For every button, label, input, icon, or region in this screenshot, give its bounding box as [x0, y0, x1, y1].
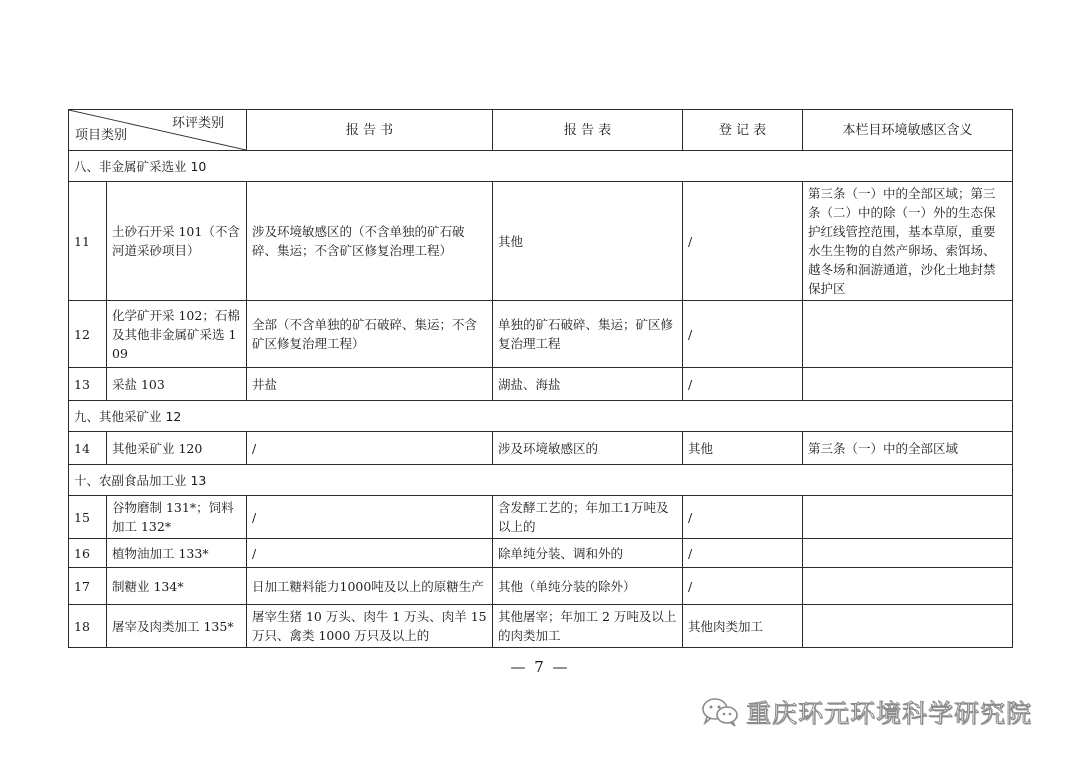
report-form-cell: 其他屠宰；年加工 2 万吨及以上的肉类加工	[493, 605, 683, 648]
table-row	[69, 368, 1013, 401]
report-book-cell: /	[247, 496, 493, 539]
section-row	[69, 151, 1013, 182]
register-cell: /	[683, 496, 803, 539]
table-row	[69, 301, 1013, 368]
page-number: — 7 —	[510, 658, 570, 676]
section-title: 八、非金属矿采选业 10	[69, 151, 1013, 182]
header-project-category-label: 项目类别	[75, 128, 128, 143]
project-category-cell: 屠宰及肉类加工 135*	[107, 605, 247, 648]
project-category-cell: 制糖业 134*	[107, 568, 247, 605]
watermark	[700, 694, 1032, 730]
report-book-cell: 涉及环境敏感区的（不含单独的矿石破碎、集运；不含矿区修复治理工程）	[247, 182, 493, 301]
report-book-cell: 井盐	[247, 368, 493, 401]
register-cell: /	[683, 301, 803, 368]
report-form-cell: 涉及环境敏感区的	[493, 432, 683, 465]
report-book-cell: 日加工糖料能力1000吨及以上的原糖生产	[247, 568, 493, 605]
section-title: 十、农副食品加工业 13	[69, 465, 1013, 496]
report-form-cell: 含发酵工艺的；年加工1万吨及以上的	[493, 496, 683, 539]
row-number: 16	[69, 539, 107, 568]
header-register-form: 登 记 表	[683, 110, 803, 151]
report-book-cell: 屠宰生猪 10 万头、肉牛 1 万头、肉羊 15 万只、禽类 1000 万只及以上的	[247, 605, 493, 648]
register-cell: /	[683, 539, 803, 568]
register-cell: /	[683, 182, 803, 301]
report-book-cell: 全部（不含单独的矿石破碎、集运；不含矿区修复治理工程）	[247, 301, 493, 368]
header-corner-cell	[69, 110, 247, 151]
register-cell: 其他肉类加工	[683, 605, 803, 648]
row-number: 18	[69, 605, 107, 648]
row-number: 15	[69, 496, 107, 539]
report-book-cell: /	[247, 539, 493, 568]
watermark-text: 重庆环元环境科学研究院	[746, 699, 1033, 728]
project-category-cell: 采盐 103	[107, 368, 247, 401]
section-row	[69, 401, 1013, 432]
report-form-cell: 单独的矿石破碎、集运；矿区修复治理工程	[493, 301, 683, 368]
report-form-cell: 湖盐、海盐	[493, 368, 683, 401]
header-report-book: 报 告 书	[247, 110, 493, 151]
header-row	[69, 110, 1013, 151]
table-row	[69, 605, 1013, 648]
project-category-cell: 其他采矿业 120	[107, 432, 247, 465]
table-row	[69, 568, 1013, 605]
sensitive-area-cell	[803, 568, 1013, 605]
section-row	[69, 465, 1013, 496]
table-row	[69, 182, 1013, 301]
section-title: 九、其他采矿业 12	[69, 401, 1013, 432]
register-cell: /	[683, 368, 803, 401]
row-number: 12	[69, 301, 107, 368]
header-eia-category-label: 环评类别	[171, 116, 224, 131]
header-report-form: 报 告 表	[493, 110, 683, 151]
sensitive-area-cell	[803, 368, 1013, 401]
project-category-cell: 化学矿开采 102；石棉及其他非金属矿采选 109	[107, 301, 247, 368]
table-row	[69, 432, 1013, 465]
row-number: 11	[69, 182, 107, 301]
sensitive-area-cell	[803, 496, 1013, 539]
register-cell: 其他	[683, 432, 803, 465]
sensitive-area-cell	[803, 539, 1013, 568]
sensitive-area-cell: 第三条（一）中的全部区域；第三条（二）中的除（一）外的生态保护红线管控范围，基本草原，重要水生生物的自然产卵场、索饵场、越冬场和洄游通道，沙化土地封禁保护区	[803, 182, 1013, 301]
report-book-cell: /	[247, 432, 493, 465]
sensitive-area-cell	[803, 301, 1013, 368]
wechat-icon	[700, 696, 740, 728]
sensitive-area-cell: 第三条（一）中的全部区域	[803, 432, 1013, 465]
project-category-cell: 土砂石开采 101（不含河道采砂项目）	[107, 182, 247, 301]
report-form-cell: 其他（单纯分装的除外）	[493, 568, 683, 605]
report-form-cell: 除单纯分装、调和外的	[493, 539, 683, 568]
row-number: 14	[69, 432, 107, 465]
table-row	[69, 496, 1013, 539]
header-sensitive-area: 本栏目环境敏感区含义	[803, 110, 1013, 151]
row-number: 13	[69, 368, 107, 401]
sensitive-area-cell	[803, 605, 1013, 648]
project-category-cell: 植物油加工 133*	[107, 539, 247, 568]
table-row	[69, 539, 1013, 568]
project-category-cell: 谷物磨制 131*；饲料加工 132*	[107, 496, 247, 539]
report-form-cell: 其他	[493, 182, 683, 301]
register-cell: /	[683, 568, 803, 605]
eia-classification-table	[68, 109, 1013, 648]
row-number: 17	[69, 568, 107, 605]
